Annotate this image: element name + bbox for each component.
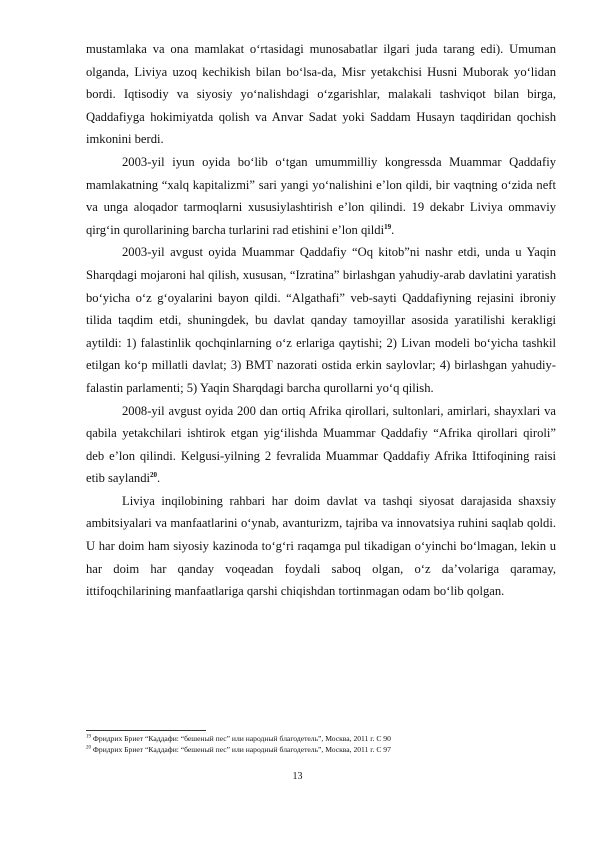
paragraph-5-text: Liviya inqilobining rahbari har doim davlat va tashqi siyosat darajasida shaxsiy ambitsiyalari va manfaatlarini o‘ynab, avanturizm, tajriba va innovatsiya ruhini saqlab qoldi. U har doim ham siyosiy kazinoda to‘g‘ri raqamga pul tikadigan o‘yinchi bo‘lmagan, lekin u har doim har qanday voqeadan foydali saboq olgan, o‘z da’volariga qaramay, ittifoqchilarining manfaatlariga qarshi chiqishdan tortinmagan odam bo‘lib qolgan. <box>86 493 556 599</box>
paragraph-4-text: 2008-yil avgust oyida 200 dan ortiq Afrika qirollari, sultonlari, amirlari, shayxlari va qabila yetakchilari ishtirok etgan yig‘ilishda Muammar Qaddafiy “Afrika qirollari qiroli” deb e’lon qilindi. Kelgusi-yilning 2 fevralida Muammar Qaddafiy Afrika Ittifoqining raisi etib saylandi <box>86 403 556 486</box>
footnote-text: Фридрих Бриет “Каддафи: “бешеный пес” или народный благодетель”, Москва, 2011 г. С 90 <box>92 734 391 743</box>
paragraph-2-text: 2003-yil iyun oyida bo‘lib o‘tgan umummilliy kongressda Muammar Qaddafiy mamlakatning “xalq kapitalizmi” sari yangi yo‘nalishini e’lon qildi, bir vaqtning o‘zida neft va unga aloqador tarmoqlarni xususiylashtirish e’lon qilindi. 19 dekabr Liviya ommaviy qirg‘in qurollarining barcha turlarini rad etishini e’lon qildi <box>86 154 556 237</box>
paragraph-2-tail: . <box>391 222 395 237</box>
footnote-text: Фридрих Бриет “Каддафи: “бешеный пес” или народный благодетель”, Москва, 2011 г. С 97 <box>92 745 391 754</box>
paragraph-1-text: mustamlaka va ona mamlakat o‘rtasidagi munosabatlar ilgari juda tarang edi). Umuman olganda, Liviya uzoq kechikish bilan bo‘lsa-da, Misr yetakchisi Husni Muborak yo‘lidan bordi. Iqtisodiy va siyosiy yo‘nalishdagi o‘zgarishlar, malakali tashviqot bilan birga, Qaddafiyga hokimiyatda qolish va Anvar Sadat yoki Saddam Husayn taqdiridan qochish imkonini berdi. <box>86 42 556 147</box>
footnote-divider <box>86 730 206 731</box>
footnote-19 <box>86 733 556 744</box>
page-number: 13 <box>292 771 303 782</box>
paragraph-3 <box>86 241 556 399</box>
paragraph-4-tail: . <box>157 471 161 486</box>
paragraph-4 <box>86 400 556 490</box>
footnote-number: 19 <box>86 734 91 740</box>
footnote-ref-19[interactable]: 19 <box>384 222 392 231</box>
footnote-20 <box>86 744 556 755</box>
paragraph-1 <box>86 38 556 151</box>
paragraph-2 <box>86 151 556 241</box>
paragraph-3-text: 2003-yil avgust oyida Muammar Qaddafiy “Oq kitob”ni nashr etdi, unda u Yaqin Sharqdagi mojaroni hal qilish, xususan, “Izratina” birlashgan yahudiy-arab davlatini yaratish bo‘yicha o‘z g‘oyalarini bayon qildi. “Algathafi” veb-sayti Qaddafiyning rejasini ibroniy tilida taqdim etdi, shuningdek, bu davlat qanday tamoyillar asosida yaratilishi kerakligi aytildi: 1) falastinlik qochqinlarning o‘z erlariga qaytishi; 2) Livan modeli bo‘yicha tashkil etilgan ko‘p millatli davlat; 3) BMT nazorati ostida erkin saylovlar; 4) birlashgan yahudiy-falastin parlamenti; 5) Yaqin Sharqdagi barcha qurollarni yo‘q qilish. <box>86 245 556 395</box>
paragraph-5 <box>86 490 556 603</box>
footnote-number: 20 <box>86 745 91 751</box>
document-body <box>86 38 556 603</box>
footnotes-section <box>86 730 556 755</box>
footnote-ref-20[interactable]: 20 <box>150 471 158 480</box>
